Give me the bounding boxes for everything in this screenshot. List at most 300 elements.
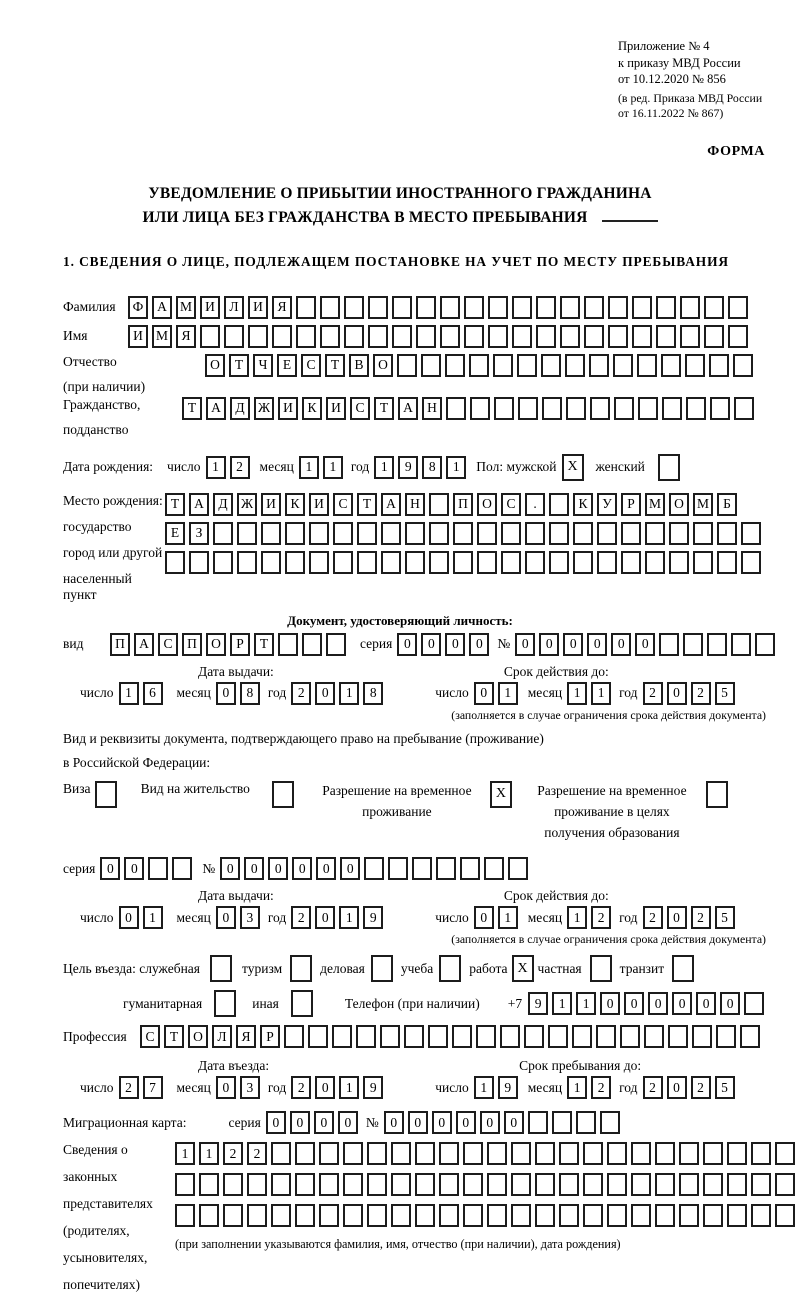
char-cell[interactable] bbox=[704, 296, 724, 319]
char-cell[interactable]: 0 bbox=[672, 992, 692, 1015]
visa-checkbox[interactable] bbox=[95, 781, 117, 808]
char-cell[interactable]: С bbox=[501, 493, 521, 516]
char-cell[interactable] bbox=[607, 1173, 627, 1196]
char-cell[interactable]: З bbox=[189, 522, 209, 545]
char-cell[interactable] bbox=[295, 1173, 315, 1196]
char-cell[interactable] bbox=[572, 1025, 592, 1048]
char-cell[interactable] bbox=[487, 1173, 507, 1196]
char-cell[interactable] bbox=[319, 1142, 339, 1165]
char-cell[interactable]: 0 bbox=[340, 857, 360, 880]
char-cell[interactable]: Л bbox=[212, 1025, 232, 1048]
char-cell[interactable] bbox=[662, 397, 682, 420]
char-cell[interactable]: 1 bbox=[339, 682, 359, 705]
char-cell[interactable]: А bbox=[381, 493, 401, 516]
char-cell[interactable] bbox=[388, 857, 408, 880]
char-cell[interactable] bbox=[559, 1204, 579, 1227]
char-cell[interactable] bbox=[470, 397, 490, 420]
char-cell[interactable]: У bbox=[597, 493, 617, 516]
char-cell[interactable] bbox=[199, 1204, 219, 1227]
char-cell[interactable]: Т bbox=[165, 493, 185, 516]
char-cell[interactable]: 0 bbox=[600, 992, 620, 1015]
char-cell[interactable] bbox=[428, 1025, 448, 1048]
char-cell[interactable] bbox=[655, 1142, 675, 1165]
char-cell[interactable]: 1 bbox=[576, 992, 596, 1015]
char-cell[interactable]: 1 bbox=[567, 906, 587, 929]
char-cell[interactable] bbox=[659, 633, 679, 656]
char-cell[interactable]: Р bbox=[230, 633, 250, 656]
char-cell[interactable] bbox=[621, 522, 641, 545]
char-cell[interactable] bbox=[397, 354, 417, 377]
char-cell[interactable] bbox=[525, 522, 545, 545]
char-cell[interactable]: М bbox=[693, 493, 713, 516]
char-cell[interactable]: П bbox=[453, 493, 473, 516]
char-cell[interactable]: 1 bbox=[374, 456, 394, 479]
char-cell[interactable] bbox=[518, 397, 538, 420]
char-cell[interactable] bbox=[728, 325, 748, 348]
char-cell[interactable] bbox=[740, 1025, 760, 1048]
char-cell[interactable] bbox=[583, 1204, 603, 1227]
char-cell[interactable] bbox=[367, 1173, 387, 1196]
char-cell[interactable] bbox=[607, 1204, 627, 1227]
char-cell[interactable] bbox=[446, 397, 466, 420]
char-cell[interactable]: 0 bbox=[315, 1076, 335, 1099]
char-cell[interactable]: И bbox=[261, 493, 281, 516]
char-cell[interactable] bbox=[597, 551, 617, 574]
char-cell[interactable] bbox=[223, 1204, 243, 1227]
char-cell[interactable]: 0 bbox=[421, 633, 441, 656]
char-cell[interactable]: 0 bbox=[456, 1111, 476, 1134]
char-cell[interactable]: 0 bbox=[563, 633, 583, 656]
char-cell[interactable] bbox=[669, 551, 689, 574]
char-cell[interactable]: 9 bbox=[363, 1076, 383, 1099]
char-cell[interactable]: 0 bbox=[216, 906, 236, 929]
char-cell[interactable]: 2 bbox=[119, 1076, 139, 1099]
char-cell[interactable] bbox=[368, 296, 388, 319]
char-cell[interactable]: 0 bbox=[316, 857, 336, 880]
char-cell[interactable] bbox=[693, 522, 713, 545]
char-cell[interactable]: Т bbox=[357, 493, 377, 516]
char-cell[interactable] bbox=[415, 1204, 435, 1227]
char-cell[interactable]: 0 bbox=[266, 1111, 286, 1134]
char-cell[interactable]: 0 bbox=[445, 633, 465, 656]
char-cell[interactable] bbox=[620, 1025, 640, 1048]
char-cell[interactable]: 1 bbox=[175, 1142, 195, 1165]
char-cell[interactable] bbox=[680, 325, 700, 348]
char-cell[interactable]: 0 bbox=[539, 633, 559, 656]
char-cell[interactable]: А bbox=[398, 397, 418, 420]
char-cell[interactable] bbox=[717, 522, 737, 545]
char-cell[interactable] bbox=[734, 397, 754, 420]
char-cell[interactable] bbox=[296, 325, 316, 348]
char-cell[interactable] bbox=[445, 354, 465, 377]
char-cell[interactable]: 0 bbox=[667, 1076, 687, 1099]
char-cell[interactable] bbox=[573, 551, 593, 574]
char-cell[interactable]: Н bbox=[422, 397, 442, 420]
char-cell[interactable]: 1 bbox=[567, 1076, 587, 1099]
char-cell[interactable]: 2 bbox=[691, 906, 711, 929]
char-cell[interactable]: 9 bbox=[528, 992, 548, 1015]
char-cell[interactable] bbox=[247, 1173, 267, 1196]
char-cell[interactable] bbox=[364, 857, 384, 880]
char-cell[interactable]: А bbox=[189, 493, 209, 516]
char-cell[interactable] bbox=[679, 1142, 699, 1165]
char-cell[interactable] bbox=[488, 296, 508, 319]
char-cell[interactable] bbox=[175, 1204, 195, 1227]
char-cell[interactable]: 0 bbox=[119, 906, 139, 929]
char-cell[interactable] bbox=[272, 325, 292, 348]
purpose-transit-checkbox[interactable] bbox=[672, 955, 694, 982]
char-cell[interactable] bbox=[295, 1204, 315, 1227]
char-cell[interactable] bbox=[453, 522, 473, 545]
char-cell[interactable] bbox=[552, 1111, 572, 1134]
char-cell[interactable]: 0 bbox=[611, 633, 631, 656]
char-cell[interactable] bbox=[566, 397, 586, 420]
char-cell[interactable]: Е bbox=[277, 354, 297, 377]
char-cell[interactable] bbox=[440, 325, 460, 348]
char-cell[interactable] bbox=[727, 1204, 747, 1227]
char-cell[interactable]: Л bbox=[224, 296, 244, 319]
residence-permit-checkbox[interactable] bbox=[272, 781, 294, 808]
char-cell[interactable]: С bbox=[140, 1025, 160, 1048]
purpose-private-checkbox[interactable] bbox=[590, 955, 612, 982]
char-cell[interactable] bbox=[295, 1142, 315, 1165]
char-cell[interactable] bbox=[309, 522, 329, 545]
char-cell[interactable] bbox=[326, 633, 346, 656]
char-cell[interactable] bbox=[644, 1025, 664, 1048]
char-cell[interactable]: 6 bbox=[143, 682, 163, 705]
char-cell[interactable]: 1 bbox=[119, 682, 139, 705]
char-cell[interactable] bbox=[584, 296, 604, 319]
char-cell[interactable] bbox=[248, 325, 268, 348]
char-cell[interactable]: В bbox=[349, 354, 369, 377]
char-cell[interactable] bbox=[613, 354, 633, 377]
char-cell[interactable] bbox=[391, 1204, 411, 1227]
char-cell[interactable]: Я bbox=[236, 1025, 256, 1048]
char-cell[interactable]: 1 bbox=[498, 682, 518, 705]
char-cell[interactable]: 0 bbox=[635, 633, 655, 656]
char-cell[interactable]: К bbox=[302, 397, 322, 420]
char-cell[interactable]: Т bbox=[254, 633, 274, 656]
char-cell[interactable] bbox=[223, 1173, 243, 1196]
char-cell[interactable]: А bbox=[134, 633, 154, 656]
char-cell[interactable]: 3 bbox=[240, 906, 260, 929]
char-cell[interactable]: О bbox=[477, 493, 497, 516]
char-cell[interactable] bbox=[469, 354, 489, 377]
char-cell[interactable] bbox=[381, 522, 401, 545]
char-cell[interactable]: И bbox=[128, 325, 148, 348]
char-cell[interactable]: 2 bbox=[591, 906, 611, 929]
edu-permit-checkbox[interactable] bbox=[706, 781, 728, 808]
char-cell[interactable] bbox=[367, 1142, 387, 1165]
char-cell[interactable]: 2 bbox=[691, 682, 711, 705]
char-cell[interactable] bbox=[524, 1025, 544, 1048]
char-cell[interactable]: О bbox=[373, 354, 393, 377]
char-cell[interactable] bbox=[517, 354, 537, 377]
char-cell[interactable] bbox=[655, 1173, 675, 1196]
char-cell[interactable] bbox=[500, 1025, 520, 1048]
char-cell[interactable] bbox=[728, 296, 748, 319]
char-cell[interactable]: Д bbox=[230, 397, 250, 420]
char-cell[interactable] bbox=[344, 325, 364, 348]
char-cell[interactable]: 0 bbox=[124, 857, 144, 880]
char-cell[interactable] bbox=[528, 1111, 548, 1134]
char-cell[interactable]: 1 bbox=[498, 906, 518, 929]
char-cell[interactable]: Т bbox=[182, 397, 202, 420]
char-cell[interactable]: 0 bbox=[480, 1111, 500, 1134]
char-cell[interactable]: С bbox=[333, 493, 353, 516]
char-cell[interactable] bbox=[717, 551, 737, 574]
char-cell[interactable]: Ф bbox=[128, 296, 148, 319]
char-cell[interactable] bbox=[271, 1204, 291, 1227]
char-cell[interactable]: 0 bbox=[667, 906, 687, 929]
char-cell[interactable] bbox=[200, 325, 220, 348]
char-cell[interactable]: Е bbox=[165, 522, 185, 545]
char-cell[interactable]: И bbox=[326, 397, 346, 420]
char-cell[interactable] bbox=[199, 1173, 219, 1196]
char-cell[interactable] bbox=[710, 397, 730, 420]
char-cell[interactable] bbox=[535, 1142, 555, 1165]
char-cell[interactable]: 1 bbox=[339, 1076, 359, 1099]
char-cell[interactable] bbox=[512, 296, 532, 319]
char-cell[interactable] bbox=[703, 1142, 723, 1165]
char-cell[interactable]: 2 bbox=[291, 1076, 311, 1099]
char-cell[interactable] bbox=[536, 325, 556, 348]
char-cell[interactable] bbox=[463, 1204, 483, 1227]
char-cell[interactable]: 0 bbox=[397, 633, 417, 656]
char-cell[interactable] bbox=[344, 296, 364, 319]
char-cell[interactable] bbox=[559, 1142, 579, 1165]
char-cell[interactable]: 2 bbox=[643, 1076, 663, 1099]
char-cell[interactable] bbox=[463, 1142, 483, 1165]
char-cell[interactable]: С bbox=[350, 397, 370, 420]
char-cell[interactable] bbox=[589, 354, 609, 377]
char-cell[interactable] bbox=[668, 1025, 688, 1048]
char-cell[interactable] bbox=[439, 1204, 459, 1227]
char-cell[interactable]: 0 bbox=[587, 633, 607, 656]
char-cell[interactable] bbox=[709, 354, 729, 377]
char-cell[interactable]: 2 bbox=[291, 906, 311, 929]
char-cell[interactable] bbox=[405, 551, 425, 574]
char-cell[interactable]: 1 bbox=[299, 456, 319, 479]
char-cell[interactable] bbox=[608, 325, 628, 348]
char-cell[interactable] bbox=[333, 551, 353, 574]
char-cell[interactable] bbox=[631, 1173, 651, 1196]
char-cell[interactable] bbox=[319, 1204, 339, 1227]
char-cell[interactable] bbox=[476, 1025, 496, 1048]
char-cell[interactable] bbox=[452, 1025, 472, 1048]
char-cell[interactable]: 2 bbox=[291, 682, 311, 705]
char-cell[interactable]: И bbox=[248, 296, 268, 319]
char-cell[interactable] bbox=[559, 1173, 579, 1196]
char-cell[interactable] bbox=[583, 1173, 603, 1196]
char-cell[interactable] bbox=[237, 522, 257, 545]
char-cell[interactable] bbox=[584, 325, 604, 348]
char-cell[interactable] bbox=[463, 1173, 483, 1196]
char-cell[interactable] bbox=[261, 522, 281, 545]
purpose-study-checkbox[interactable] bbox=[439, 955, 461, 982]
char-cell[interactable] bbox=[542, 397, 562, 420]
char-cell[interactable]: М bbox=[645, 493, 665, 516]
char-cell[interactable]: Б bbox=[717, 493, 737, 516]
char-cell[interactable]: С bbox=[301, 354, 321, 377]
purpose-business-checkbox[interactable] bbox=[371, 955, 393, 982]
char-cell[interactable] bbox=[631, 1204, 651, 1227]
char-cell[interactable]: П bbox=[182, 633, 202, 656]
char-cell[interactable]: 8 bbox=[240, 682, 260, 705]
char-cell[interactable] bbox=[661, 354, 681, 377]
char-cell[interactable] bbox=[535, 1204, 555, 1227]
char-cell[interactable]: 9 bbox=[498, 1076, 518, 1099]
char-cell[interactable]: . bbox=[525, 493, 545, 516]
char-cell[interactable] bbox=[271, 1142, 291, 1165]
char-cell[interactable] bbox=[751, 1204, 771, 1227]
char-cell[interactable] bbox=[560, 296, 580, 319]
char-cell[interactable] bbox=[368, 325, 388, 348]
char-cell[interactable] bbox=[285, 551, 305, 574]
char-cell[interactable]: 2 bbox=[223, 1142, 243, 1165]
purpose-work-checkbox[interactable]: X bbox=[512, 955, 534, 982]
char-cell[interactable] bbox=[645, 522, 665, 545]
char-cell[interactable]: Т bbox=[325, 354, 345, 377]
char-cell[interactable] bbox=[597, 522, 617, 545]
char-cell[interactable] bbox=[284, 1025, 304, 1048]
char-cell[interactable]: 0 bbox=[648, 992, 668, 1015]
char-cell[interactable] bbox=[367, 1204, 387, 1227]
char-cell[interactable]: О bbox=[669, 493, 689, 516]
temp-permit-checkbox[interactable]: X bbox=[490, 781, 512, 808]
char-cell[interactable] bbox=[320, 325, 340, 348]
char-cell[interactable] bbox=[453, 551, 473, 574]
char-cell[interactable]: 0 bbox=[100, 857, 120, 880]
char-cell[interactable] bbox=[751, 1142, 771, 1165]
char-cell[interactable]: Т bbox=[229, 354, 249, 377]
char-cell[interactable]: 0 bbox=[384, 1111, 404, 1134]
char-cell[interactable] bbox=[621, 551, 641, 574]
char-cell[interactable]: 9 bbox=[398, 456, 418, 479]
char-cell[interactable]: 0 bbox=[720, 992, 740, 1015]
char-cell[interactable] bbox=[600, 1111, 620, 1134]
char-cell[interactable] bbox=[744, 992, 764, 1015]
char-cell[interactable] bbox=[741, 551, 761, 574]
char-cell[interactable] bbox=[775, 1173, 795, 1196]
char-cell[interactable] bbox=[608, 296, 628, 319]
purpose-other-checkbox[interactable] bbox=[291, 990, 313, 1017]
char-cell[interactable] bbox=[440, 296, 460, 319]
char-cell[interactable]: 0 bbox=[292, 857, 312, 880]
char-cell[interactable] bbox=[703, 1173, 723, 1196]
char-cell[interactable] bbox=[391, 1173, 411, 1196]
char-cell[interactable]: Я bbox=[176, 325, 196, 348]
char-cell[interactable]: 2 bbox=[591, 1076, 611, 1099]
char-cell[interactable] bbox=[302, 633, 322, 656]
char-cell[interactable] bbox=[464, 296, 484, 319]
char-cell[interactable] bbox=[775, 1142, 795, 1165]
char-cell[interactable]: 0 bbox=[432, 1111, 452, 1134]
char-cell[interactable]: 2 bbox=[230, 456, 250, 479]
char-cell[interactable]: П bbox=[110, 633, 130, 656]
char-cell[interactable]: Т bbox=[164, 1025, 184, 1048]
char-cell[interactable]: О bbox=[205, 354, 225, 377]
char-cell[interactable] bbox=[755, 633, 775, 656]
char-cell[interactable] bbox=[484, 857, 504, 880]
char-cell[interactable]: 5 bbox=[715, 1076, 735, 1099]
char-cell[interactable] bbox=[692, 1025, 712, 1048]
char-cell[interactable] bbox=[357, 522, 377, 545]
char-cell[interactable]: 1 bbox=[199, 1142, 219, 1165]
char-cell[interactable]: 0 bbox=[474, 906, 494, 929]
char-cell[interactable] bbox=[549, 551, 569, 574]
char-cell[interactable]: 1 bbox=[206, 456, 226, 479]
char-cell[interactable] bbox=[488, 325, 508, 348]
char-cell[interactable] bbox=[693, 551, 713, 574]
char-cell[interactable] bbox=[429, 493, 449, 516]
char-cell[interactable] bbox=[669, 522, 689, 545]
char-cell[interactable]: И bbox=[278, 397, 298, 420]
char-cell[interactable]: 9 bbox=[363, 906, 383, 929]
char-cell[interactable]: 1 bbox=[552, 992, 572, 1015]
char-cell[interactable] bbox=[213, 522, 233, 545]
purpose-humanitarian-checkbox[interactable] bbox=[214, 990, 236, 1017]
char-cell[interactable] bbox=[548, 1025, 568, 1048]
char-cell[interactable]: 2 bbox=[643, 906, 663, 929]
char-cell[interactable]: 8 bbox=[363, 682, 383, 705]
char-cell[interactable] bbox=[590, 397, 610, 420]
char-cell[interactable]: 1 bbox=[446, 456, 466, 479]
char-cell[interactable]: 1 bbox=[323, 456, 343, 479]
char-cell[interactable] bbox=[501, 522, 521, 545]
char-cell[interactable]: 2 bbox=[643, 682, 663, 705]
char-cell[interactable] bbox=[683, 633, 703, 656]
char-cell[interactable] bbox=[309, 551, 329, 574]
char-cell[interactable] bbox=[501, 551, 521, 574]
char-cell[interactable] bbox=[494, 397, 514, 420]
char-cell[interactable] bbox=[573, 522, 593, 545]
char-cell[interactable] bbox=[405, 522, 425, 545]
char-cell[interactable] bbox=[247, 1204, 267, 1227]
char-cell[interactable]: 0 bbox=[667, 682, 687, 705]
char-cell[interactable] bbox=[343, 1173, 363, 1196]
char-cell[interactable] bbox=[439, 1142, 459, 1165]
char-cell[interactable] bbox=[596, 1025, 616, 1048]
char-cell[interactable] bbox=[381, 551, 401, 574]
char-cell[interactable]: Н bbox=[405, 493, 425, 516]
char-cell[interactable] bbox=[741, 522, 761, 545]
char-cell[interactable] bbox=[392, 325, 412, 348]
char-cell[interactable] bbox=[392, 296, 412, 319]
sex-male-checkbox[interactable]: X bbox=[562, 454, 584, 481]
char-cell[interactable] bbox=[165, 551, 185, 574]
char-cell[interactable]: 0 bbox=[216, 682, 236, 705]
char-cell[interactable] bbox=[308, 1025, 328, 1048]
char-cell[interactable] bbox=[332, 1025, 352, 1048]
char-cell[interactable] bbox=[707, 633, 727, 656]
char-cell[interactable]: А bbox=[206, 397, 226, 420]
char-cell[interactable] bbox=[535, 1173, 555, 1196]
char-cell[interactable]: 0 bbox=[515, 633, 535, 656]
char-cell[interactable] bbox=[549, 493, 569, 516]
char-cell[interactable] bbox=[511, 1173, 531, 1196]
char-cell[interactable] bbox=[477, 522, 497, 545]
purpose-tourism-checkbox[interactable] bbox=[290, 955, 312, 982]
char-cell[interactable] bbox=[416, 325, 436, 348]
char-cell[interactable] bbox=[727, 1173, 747, 1196]
char-cell[interactable]: 1 bbox=[567, 682, 587, 705]
char-cell[interactable] bbox=[632, 325, 652, 348]
char-cell[interactable] bbox=[511, 1204, 531, 1227]
char-cell[interactable]: М bbox=[152, 325, 172, 348]
char-cell[interactable]: О bbox=[188, 1025, 208, 1048]
char-cell[interactable] bbox=[716, 1025, 736, 1048]
